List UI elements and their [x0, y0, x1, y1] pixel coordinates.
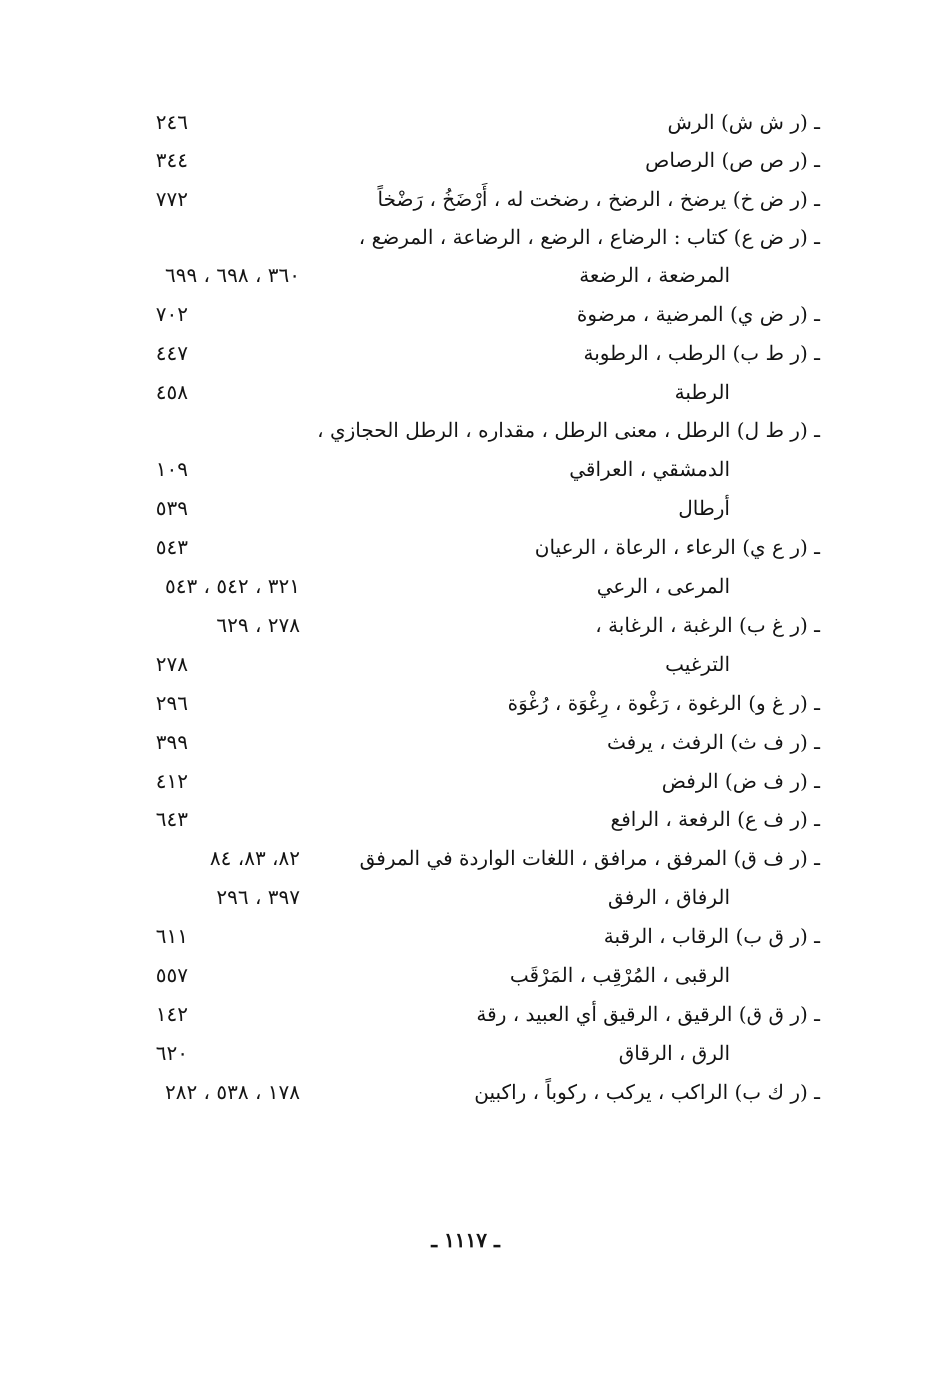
entry-page-refs: ٦٤٣: [155, 807, 188, 831]
entry-text: الترغيب: [665, 652, 730, 676]
entry-page-refs: ٨٢، ٨٣، ٨٤: [209, 846, 300, 870]
index-entry: [120, 180, 820, 218]
index-entry: [120, 723, 820, 761]
entry-text: الرطبة: [674, 380, 730, 404]
index-entry: [120, 256, 820, 294]
entry-page-refs: ٤١٢: [155, 769, 188, 793]
entry-text: ـ (ر ض خ) يرضخ ، الرضخ ، رضخت له ، أَرْضَخُ ، رَضْخاً: [377, 187, 820, 211]
entry-text: ـ (ر ص ص) الرصاص: [645, 148, 820, 172]
entry-page-refs: ٢٤٦: [155, 110, 188, 134]
entry-page-refs: ١٧٨ ، ٥٣٨ ، ٢٨٢: [164, 1080, 300, 1104]
entry-text: المرعى ، الرعي: [596, 574, 730, 598]
index-entry: [120, 684, 820, 722]
entry-text: ـ (ر ض ي) المرضية ، مرضوة: [576, 302, 820, 326]
entry-page-refs: ٢٧٨ ، ٦٢٩: [216, 613, 300, 637]
entry-page-refs: ١٤٢: [155, 1002, 188, 1026]
entry-text: ـ (ر غ ب) الرغبة ، الرغابة ،: [595, 613, 820, 637]
entry-page-refs: ١٠٩: [155, 457, 188, 481]
entry-text: ـ (ر ك ب) الراكب ، يركب ، ركوباً ، راكبين: [474, 1080, 820, 1104]
entry-page-refs: ٥٣٩: [155, 496, 188, 520]
index-entry: [120, 218, 820, 256]
index-entry: [120, 956, 820, 994]
entry-text: ـ (ر ف ع) الرفعة ، الرافع: [610, 807, 820, 831]
index-entry: [120, 295, 820, 333]
index-entry: [120, 762, 820, 800]
index-entry: [120, 528, 820, 566]
entry-text: ـ (ر ف ث) الرفث ، يرفث: [607, 730, 820, 754]
entry-text: ـ (ر ض ع) كتاب : الرضاع ، الرضع ، الرضاعة ، المرضع ،: [358, 225, 820, 249]
index-entry: [120, 373, 820, 411]
entry-text: المرضعة ، الرضعة: [579, 263, 730, 287]
entry-page-refs: ٤٤٧: [155, 341, 188, 365]
entry-text: ـ (ر ق ق) الرقيق ، الرقيق أي العبيد ، رقة: [476, 1002, 820, 1026]
entry-page-refs: ٣٢١ ، ٥٤٢ ، ٥٤٣: [164, 574, 300, 598]
index-entry: [120, 645, 820, 683]
entry-page-refs: ٣٩٩: [155, 730, 188, 754]
entry-page-refs: ٣٩٧ ، ٢٩٦: [216, 885, 300, 909]
index-entry: [120, 411, 820, 449]
entry-page-refs: ٤٥٨: [155, 380, 188, 404]
index-entry: [120, 450, 820, 488]
index-entry: [120, 1073, 820, 1111]
entry-text: الرفاق ، الرفق: [608, 885, 730, 909]
entry-page-refs: ٦٢٠: [155, 1041, 188, 1065]
index-entry: [120, 567, 820, 605]
entry-text: ـ (ر ط ب) الرطب ، الرطوبة: [583, 341, 820, 365]
index-entry: [120, 917, 820, 955]
entry-text: أرطال: [678, 496, 730, 520]
entry-text: الرقبى ، المُرْقِب ، المَرْقَب: [509, 963, 730, 987]
entry-text: ـ (ر ط ل) الرطل ، معنى الرطل ، مقداره ، الرطل الحجازي ،: [317, 418, 820, 442]
entry-page-refs: ٣٦٠ ، ٦٩٨ ، ٦٩٩: [164, 263, 300, 287]
entry-text: الدمشقي ، العراقي: [569, 457, 730, 481]
index-entry: [120, 1034, 820, 1072]
entry-text: ـ (ر ف ق) المرفق ، مرافق ، اللغات الواردة في المرفق: [359, 846, 820, 870]
index-entry: [120, 995, 820, 1033]
page-number: ـ ١١١٧ ـ: [431, 1228, 500, 1252]
entry-page-refs: ٥٥٧: [155, 963, 188, 987]
entry-page-refs: ٥٤٣: [155, 535, 188, 559]
index-entry: [120, 103, 820, 141]
entry-page-refs: ٢٩٦: [155, 691, 188, 715]
entry-page-refs: ٧٧٢: [155, 187, 188, 211]
entry-text: ـ (ر ع ي) الرعاء ، الرعاة ، الرعيان: [534, 535, 820, 559]
entry-page-refs: ٦١١: [155, 924, 188, 948]
index-entry: [120, 800, 820, 838]
index-entry: [120, 334, 820, 372]
entry-text: ـ (ر ق ب) الرقاب ، الرقبة: [603, 924, 820, 948]
entry-page-refs: ٣٤٤: [155, 148, 188, 172]
entry-text: الرق ، الرقاق: [618, 1041, 730, 1065]
index-entry: [120, 839, 820, 877]
entry-page-refs: ٧٠٢: [155, 302, 188, 326]
index-entry: [120, 878, 820, 916]
index-entry: [120, 141, 820, 179]
entry-text: ـ (ر ش ش) الرش: [667, 110, 820, 134]
index-entry: [120, 489, 820, 527]
entry-text: ـ (ر ف ض) الرفض: [661, 769, 820, 793]
index-entry: [120, 606, 820, 644]
entry-text: ـ (ر غ و) الرغوة ، رَغْوة ، رِغْوَة ، رُغْوَة: [507, 691, 820, 715]
entry-page-refs: ٢٧٨: [155, 652, 188, 676]
